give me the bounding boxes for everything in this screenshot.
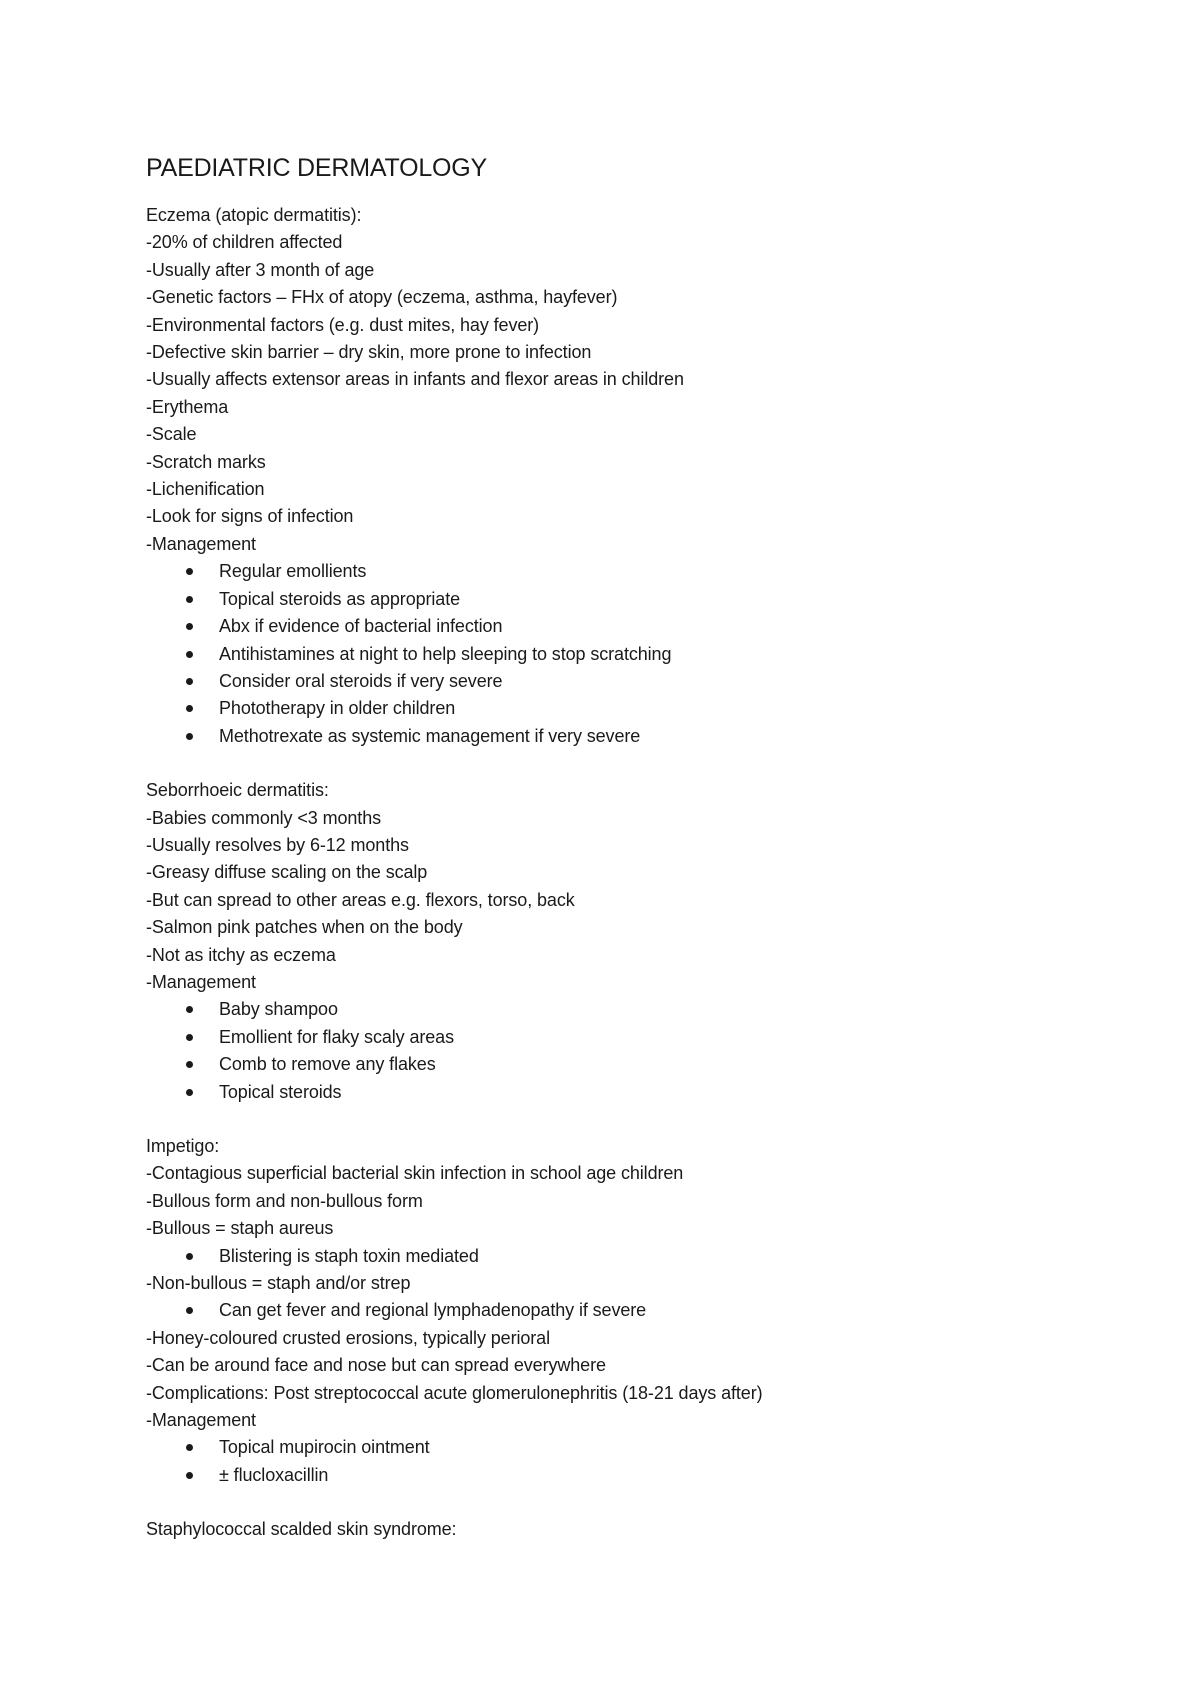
text-line: -Contagious superficial bacterial skin infection in school age children <box>146 1163 684 1184</box>
bullet-text: ± flucloxacillin <box>219 1464 329 1485</box>
text-line: -Scale <box>146 424 197 445</box>
text-line: -Genetic factors – FHx of atopy (eczema, asthma, hayfever) <box>146 287 618 308</box>
bullet-text: Consider oral steroids if very severe <box>219 670 503 691</box>
bullet-icon <box>186 1307 193 1314</box>
bullet-icon <box>186 1006 193 1013</box>
text-line: -Bullous = staph aureus <box>146 1218 334 1239</box>
text-line: -Usually after 3 month of age <box>146 259 375 280</box>
text-line: -Non-bullous = staph and/or strep <box>146 1273 411 1294</box>
text-line: -Complications: Post streptococcal acute glomerulonephritis (18-21 days after) <box>146 1382 763 1403</box>
bullet-text: Baby shampoo <box>219 999 338 1020</box>
document-title: PAEDIATRIC DERMATOLOGY <box>146 154 488 182</box>
bullet-text: Phototherapy in older children <box>219 698 456 719</box>
text-line: -Management <box>146 533 256 554</box>
section <box>146 202 1106 750</box>
bullet-icon <box>186 596 193 603</box>
bullet-icon <box>186 1472 193 1479</box>
bullet-text: Can get fever and regional lymphadenopathy if severe <box>219 1300 647 1321</box>
bullet-icon <box>186 1034 193 1041</box>
bullet-item <box>146 641 1106 668</box>
bullet-item <box>146 1297 1106 1324</box>
section-heading: Seborrhoeic dermatitis: <box>146 780 329 801</box>
text-line: -Look for signs of infection <box>146 506 354 527</box>
bullet-icon <box>186 678 193 685</box>
bullet-item <box>146 1051 1106 1078</box>
text-line: -Honey-coloured crusted erosions, typically perioral <box>146 1327 550 1348</box>
bullet-text: Methotrexate as systemic management if very severe <box>219 725 641 746</box>
bullet-icon <box>186 623 193 630</box>
text-line: -Scratch marks <box>146 451 266 472</box>
text-line: -Bullous form and non-bullous form <box>146 1190 423 1211</box>
bullet-text: Emollient for flaky scaly areas <box>219 1026 454 1047</box>
section-heading: Impetigo: <box>146 1136 220 1156</box>
text-line: -20% of children affected <box>146 232 343 253</box>
section <box>146 777 1106 1106</box>
section <box>146 1133 1106 1489</box>
bullet-item <box>146 1462 1106 1489</box>
bullet-icon <box>186 568 193 575</box>
bullet-text: Blistering is staph toxin mediated <box>219 1245 479 1266</box>
bullet-item <box>146 695 1106 722</box>
document-body <box>146 152 1106 1571</box>
bullet-item <box>146 1434 1106 1461</box>
bullet-icon <box>186 1061 193 1068</box>
section <box>146 1516 1106 1543</box>
bullet-text: Topical steroids <box>219 1081 342 1102</box>
sections-container <box>146 202 1106 1544</box>
bullet-text: Comb to remove any flakes <box>219 1054 436 1075</box>
text-line: -Can be around face and nose but can spread everywhere <box>146 1355 606 1376</box>
text-line: -Greasy diffuse scaling on the scalp <box>146 862 428 883</box>
bullet-icon <box>186 733 193 740</box>
bullet-item <box>146 613 1106 640</box>
bullet-item <box>146 586 1106 613</box>
text-line: -Environmental factors (e.g. dust mites, hay fever) <box>146 314 540 335</box>
bullet-item <box>146 996 1106 1023</box>
text-line: -Erythema <box>146 396 229 417</box>
bullet-icon <box>186 1089 193 1096</box>
bullet-item <box>146 1079 1106 1106</box>
bullet-text: Topical mupirocin ointment <box>219 1437 430 1458</box>
bullet-item <box>146 723 1106 750</box>
text-line: -But can spread to other areas e.g. flexors, torso, back <box>146 889 575 910</box>
text-line: -Babies commonly <3 months <box>146 807 382 828</box>
bullet-text: Abx if evidence of bacterial infection <box>219 616 503 637</box>
bullet-item <box>146 558 1106 585</box>
text-line: -Lichenification <box>146 479 265 500</box>
bullet-icon <box>186 651 193 658</box>
text-line: -Defective skin barrier – dry skin, more prone to infection <box>146 342 592 363</box>
bullet-item <box>146 1243 1106 1270</box>
bullet-item <box>146 668 1106 695</box>
bullet-icon <box>186 1253 193 1260</box>
bullet-text: Regular emollients <box>219 561 367 582</box>
text-line: -Salmon pink patches when on the body <box>146 917 463 938</box>
text-line: -Usually resolves by 6-12 months <box>146 834 409 855</box>
text-line: -Not as itchy as eczema <box>146 944 336 965</box>
bullet-text: Topical steroids as appropriate <box>219 588 461 609</box>
bullet-icon <box>186 705 193 712</box>
bullet-item <box>146 1024 1106 1051</box>
bullet-text: Antihistamines at night to help sleeping to stop scratching <box>219 643 672 664</box>
text-line: -Management <box>146 1410 256 1431</box>
text-line: -Usually affects extensor areas in infants and flexor areas in children <box>146 369 684 390</box>
text-line: -Management <box>146 971 256 992</box>
bullet-icon <box>186 1444 193 1451</box>
section-heading: Eczema (atopic dermatitis): <box>146 205 362 225</box>
section-heading: Staphylococcal scalded skin syndrome: <box>146 1519 457 1540</box>
